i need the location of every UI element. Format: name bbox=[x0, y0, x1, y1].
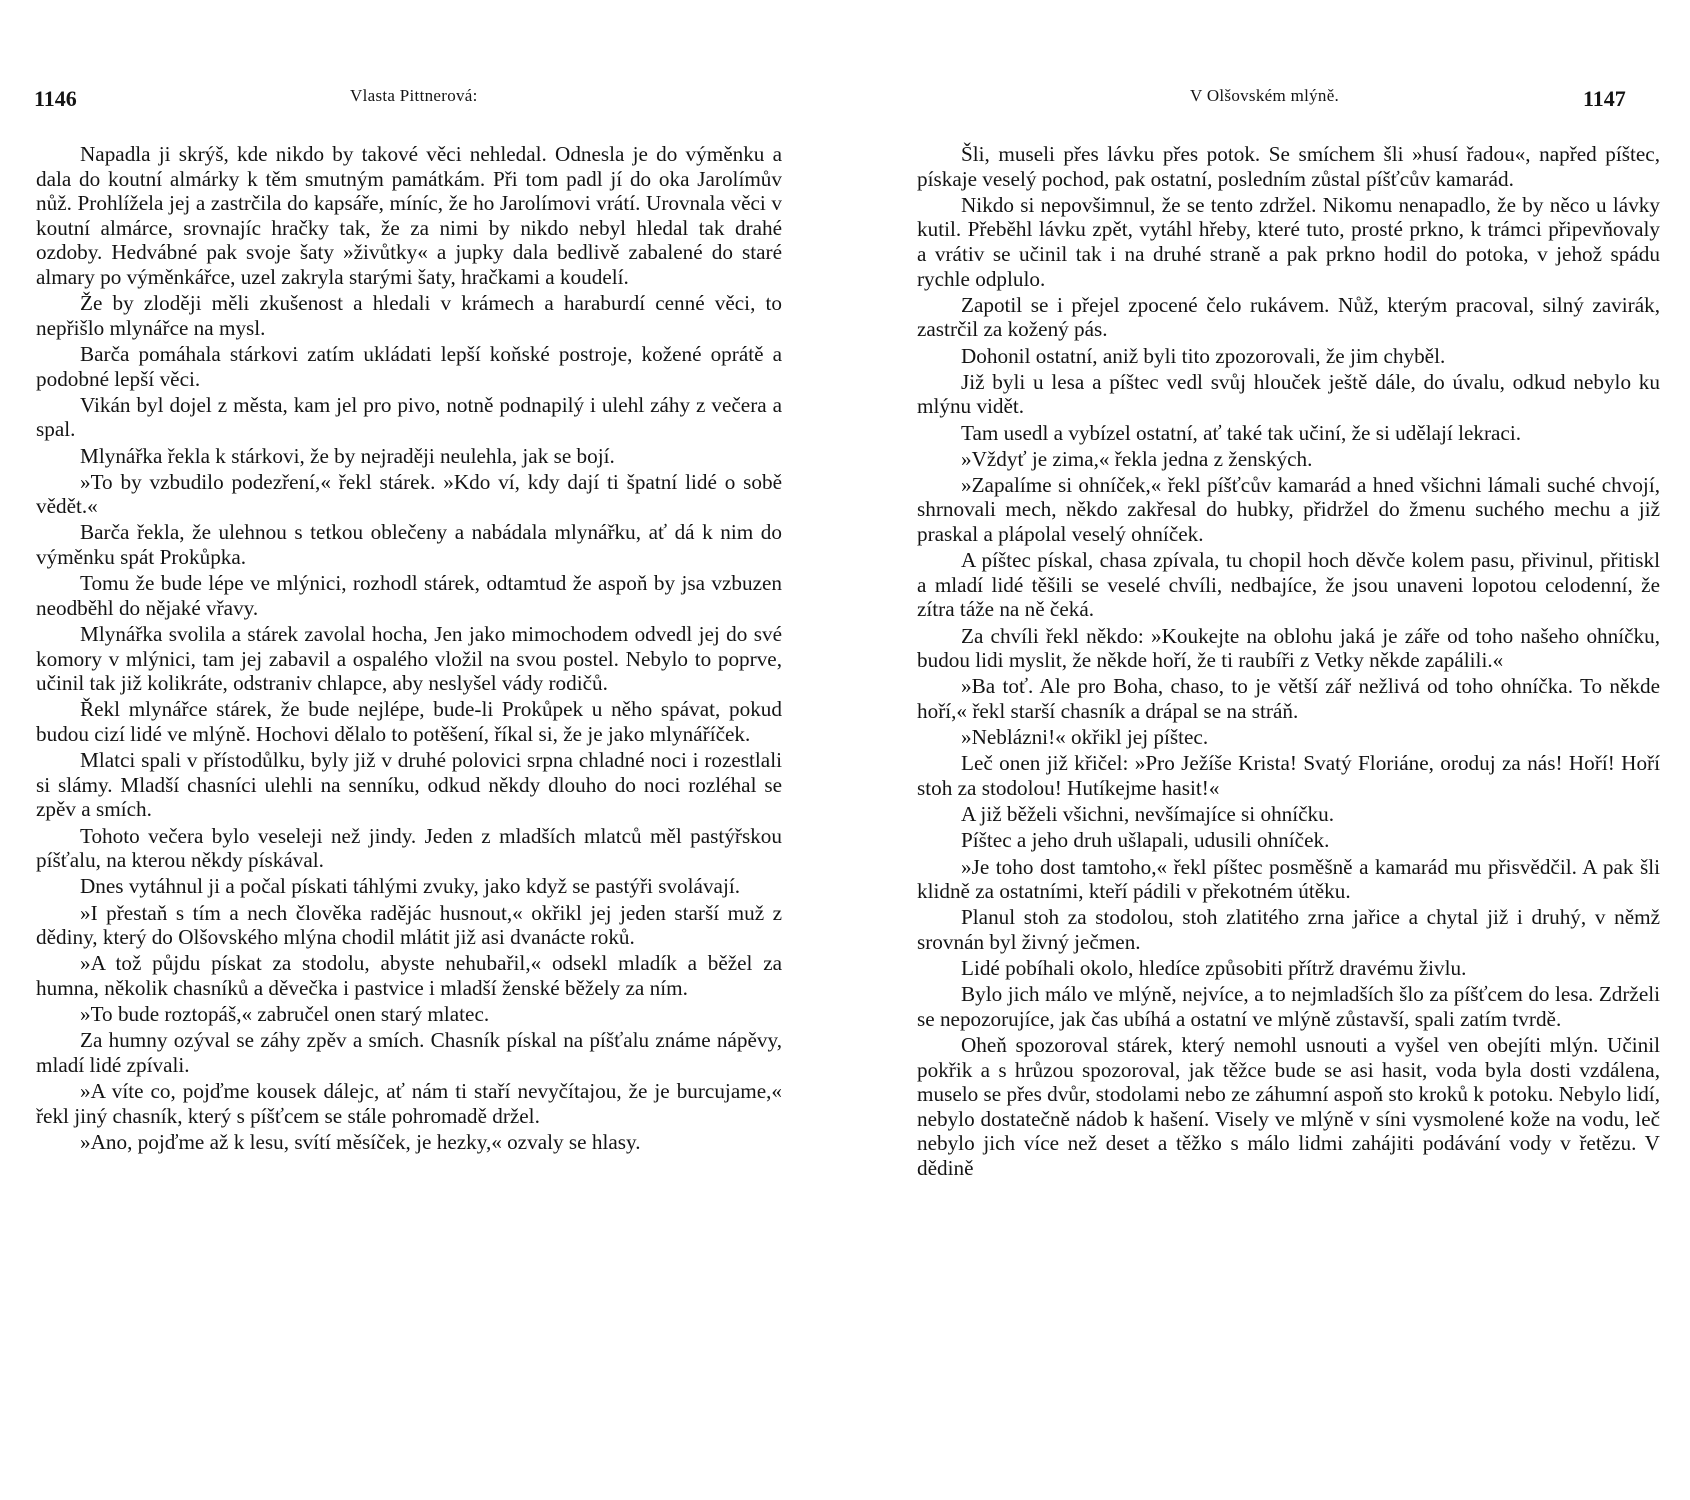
paragraph: Lidé pobíhali okolo, hledíce způsobiti přítrž dravému živlu. bbox=[961, 956, 1467, 981]
body-text bbox=[917, 142, 1660, 1182]
running-head: Vlasta Pittnerová: bbox=[350, 86, 478, 105]
paragraph: »Je toho dost tamtoho,« řekl píštec posměšně a kamarád mu přisvědčil. A pak šli klidně za ostatními, kteří pádili v překotném útěku. bbox=[917, 854, 1660, 904]
paragraph: Leč onen již křičel: »Pro Ježíše Krista! Svatý Floriáne, oroduj za nás! Hoří! Hoří stoh za stodolou! Hutíkejme hasit!« bbox=[917, 751, 1660, 800]
paragraph: »A víte co, pojďme kousek dálejc, ať nám ti staří nevyčítajou, že je burcujame,« řekl jiný chasník, který s píšťcem se stále pohromadě držel. bbox=[36, 1079, 782, 1128]
paragraph: Tohoto večera bylo veseleji než jindy. Jeden z mladších mlatců měl pastýřskou píšťalu, na kterou někdy pískával. bbox=[36, 823, 782, 873]
paragraph: Mlynářka svolila a stárek zavolal hocha, Jen jako mimochodem odvedl jej do své komory v mlýnici, tam jej zabavil a ospalého vložil na svou postel. Nebylo to poprve, učinil tak již kolikráte, odstraniv chlapce, aby neslyšel vády rodičů. bbox=[36, 622, 782, 696]
paragraph: Za chvíli řekl někdo: »Koukejte na oblohu jaká je záře od toho našeho ohníčku, budou lidi myslit, že někde hoří, že ti raubíři z Vetky někde zapálili.« bbox=[917, 623, 1660, 673]
paragraph: »Vždyť je zima,« řekla jedna z ženských. bbox=[961, 446, 1313, 471]
paragraph: Napadla ji skrýš, kde nikdo by takové věci nehledal. Odnesla je do výměnku a dala do koutní almárky k těm smutným památkám. Při tom padl jí do oka Jarolímův nůž. Prohlížela jej a zastrčila do kapsáře, míníc, že ho Jarolímovi vrátí. Urovnala věci v koutní almárce, srovnajíc hračky tak, že za nimi by nikdo nebyl hledal tak drahé ozdoby. Hedvábné pak svoje šaty »živůtky« a jupky dala bedlivě zabalené do staré almary po výměnkářce, uzel zakryla starými šaty, hračkami a koudelí. bbox=[36, 142, 782, 289]
paragraph: Mlynářka řekla k stárkovi, že by nejraději neulehla, jak se bojí. bbox=[80, 443, 615, 468]
paragraph: Vikán byl dojel z města, kam jel pro pivo, notně podnapilý i ulehl záhy z večera a spal. bbox=[36, 392, 782, 442]
paragraph: Že by zloději měli zkušenost a hledali v krámech a haraburdí cenné věci, to nepřišlo mlynářce na mysl. bbox=[36, 291, 782, 340]
page-number: 1147 bbox=[1583, 86, 1626, 111]
paragraph: Dnes vytáhnul ji a počal pískati táhlými zvuky, jako když se pastýři svolávají. bbox=[80, 874, 741, 899]
running-head: V Olšovském mlýně. bbox=[1190, 86, 1340, 105]
body-text bbox=[36, 142, 782, 1156]
paragraph: »I přestaň s tím a nech člověka radějác husnout,« okřikl jej jeden starší muž z dědiny, který do Olšovského mlýna chodil mlátit již asi dvanácte roků. bbox=[36, 900, 782, 950]
paragraph: Barča pomáhala stárkovi zatím ukládati lepší koňské postroje, kožené oprátě a podobné lepší věci. bbox=[36, 341, 782, 391]
paragraph: »Ba toť. Ale pro Boha, chaso, to je větší zář nežlivá od toho ohníčka. To někde hoří,« řekl starší chasník a drápal se na stráň. bbox=[917, 674, 1660, 723]
right-page bbox=[845, 0, 1690, 1500]
page-number: 1146 bbox=[34, 86, 77, 111]
paragraph: Oheň spozoroval stárek, který nemohl usnouti a vyšel ven obejíti mlýn. Učinil pokřik a s hrůzou spozoroval, jak těžce bude se asi hasit, voda byla dosti vzdálena, muselo se přes dvůr, stodolami nebo ze záhumní aspoň sto kroků k potoku. Nebylo lidí, nebylo dostatečně nádob k hašení. Visely ve mlýně v síni vysmolené kože na vodu, leč nebylo jich více než deset a těžko s málo lidmi zahájiti podávání vody v řetězu. V dědině bbox=[917, 1033, 1660, 1181]
paragraph: »Ano, pojďme až k lesu, svítí měsíček, je hezky,« ozvaly se hlasy. bbox=[80, 1129, 641, 1154]
paragraph: Bylo jich málo ve mlýně, nejvíce, a to nejmladších šlo za píšťcem do lesa. Zdrželi se nepozorujíce, jak čas ubíhá a ostatní ve mlýně zůstavší, spali zatím tvrdě. bbox=[917, 982, 1660, 1031]
paragraph: Tam usedl a vybízel ostatní, ať také tak učiní, že si udělají lekraci. bbox=[961, 420, 1522, 445]
paragraph: »Zapalíme si ohníček,« řekl píšťcův kamarád a hned všichni lámali suché chvojí, shrnovali mech, někdo zakřesal do hubky, přidržel do žmenu suchého mechu a již praskal a plápolal veselý ohníček. bbox=[917, 472, 1660, 547]
paragraph: Řekl mlynářce stárek, že bude nejlépe, bude-li Prokůpek u něho spávat, pokud budou cizí lidé ve mlýně. Hochovi dělalo to potěšení, říkal si, že je jako mlynáříček. bbox=[36, 697, 782, 746]
paragraph: »Neblázni!« okřikl jej píštec. bbox=[961, 725, 1209, 750]
paragraph: »To bude roztopáš,« zabručel onen starý mlatec. bbox=[80, 1002, 490, 1027]
paragraph: Píštec a jeho druh ušlapali, udusili ohníček. bbox=[961, 828, 1330, 853]
paragraph: Nikdo si nepovšimnul, že se tento zdržel. Nikomu nenapadlo, že by něco u lávky kutil. Přeběhl lávku zpět, vytáhl hřeby, které tuto, prosté prkno, k trámci připevňovaly a vrátiv se učinil tak i na druhé straně a pak prkno hodil do potoka, v jehož spádu rychle odplulo. bbox=[917, 192, 1660, 291]
paragraph: Zapotil se i přejel zpocené čelo rukávem. Nůž, kterým pracoval, silný zavirák, zastrčil za kožený pás. bbox=[917, 292, 1660, 342]
paragraph: Již byli u lesa a píštec vedl svůj hlouček ještě dále, do úvalu, odkud nebylo ku mlýnu vidět. bbox=[917, 369, 1660, 419]
paragraph: Dohonil ostatní, aniž byli tito zpozorovali, že jim chyběl. bbox=[961, 343, 1446, 368]
paragraph: Planul stoh za stodolou, stoh zlatitého zrna jařice a chytal již i druhý, v němž srovnán byl živný ječmen. bbox=[917, 905, 1660, 954]
paragraph: »To by vzbudilo podezření,« řekl stárek. »Kdo ví, kdy dají ti špatní lidé o sobě vědět.« bbox=[36, 469, 782, 519]
paragraph: Mlatci spali v přístodůlku, byly již v druhé polovici srpna chladné noci i rozestlali si slámy. Mladší chasníci ulehli na senníku, odkud někdy dlouho do noci rozléhal se zpěv a smích. bbox=[36, 748, 782, 822]
paragraph: Šli, museli přes lávku přes potok. Se smíchem šli »husí řadou«, napřed píštec, pískaje veselý pochod, pak ostatní, posledním zůstal píšťcův kamarád. bbox=[917, 142, 1660, 191]
paragraph: »A tož půjdu pískat za stodolu, abyste nehubařil,« odsekl mladík a běžel za humna, několik chasníků a děvečka i pastvice i mladší ženské běžely za ním. bbox=[36, 951, 782, 1000]
paragraph: A již běželi všichni, nevšímajíce si ohníčku. bbox=[961, 802, 1335, 827]
paragraph: Barča řekla, že ulehnou s tetkou oblečeny a nabádala mlynářku, ať dá k nim do výměnku spát Prokůpka. bbox=[36, 520, 782, 570]
paragraph: Tomu že bude lépe ve mlýnici, rozhodl stárek, odtamtud že aspoň by jsa vzbuzen neodběhl do nějaké vřavy. bbox=[36, 571, 782, 620]
paragraph: Za humny ozýval se záhy zpěv a smích. Chasník pískal na píšťalu známe nápěvy, mladí lidé zpívali. bbox=[36, 1028, 782, 1077]
paragraph: A píštec pískal, chasa zpívala, tu chopil hoch děvče kolem pasu, přivinul, přitiskl a mladí lidé těšili se veselé chvíli, nedbajíce, že jsou unaveni lopotou celodenní, že zítra táže na ně čeká. bbox=[917, 548, 1660, 622]
